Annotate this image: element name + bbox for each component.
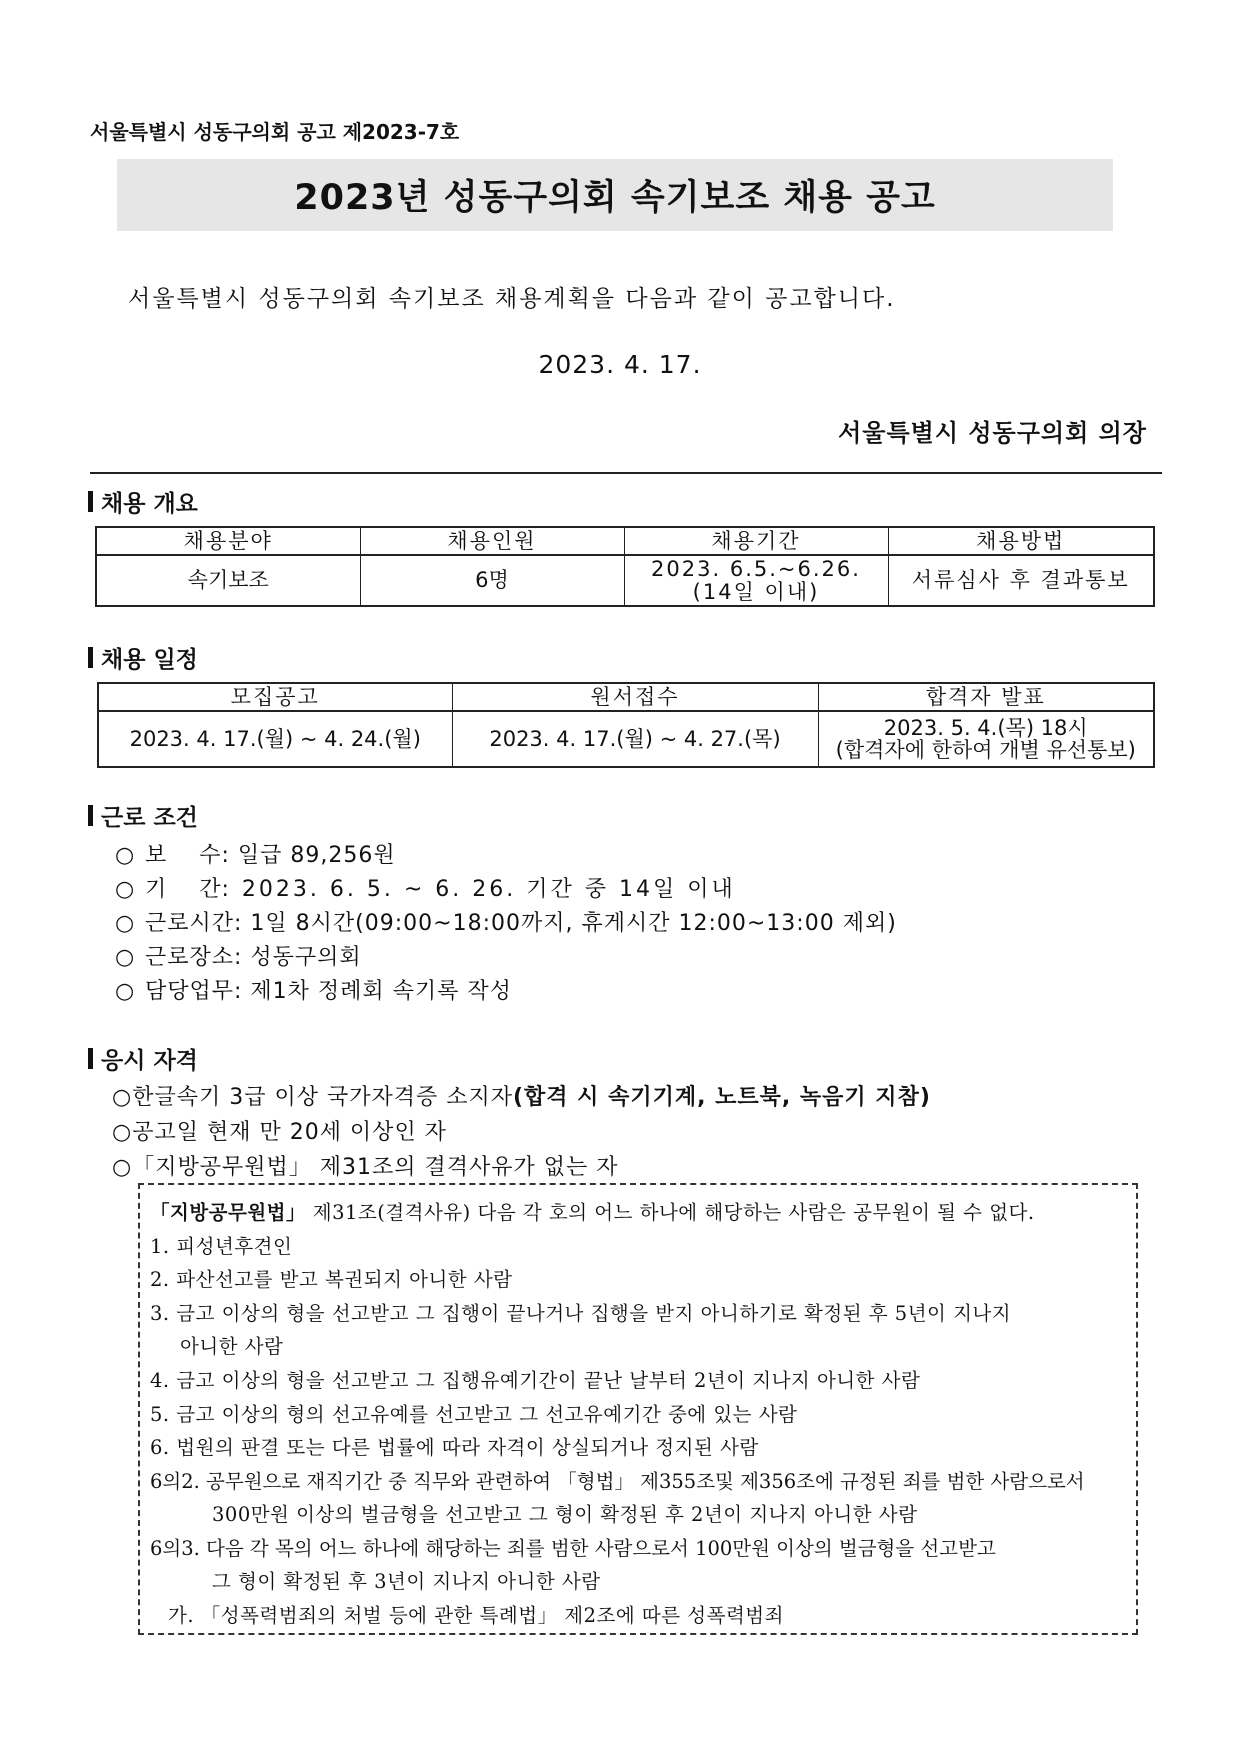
period-range: 2023. 6.5.~6.26.	[651, 557, 861, 582]
qualification-item-age	[112, 1115, 447, 1146]
law-item-cont: 그 형이 확정된 후 3년이 지나지 아니한 사람	[212, 1570, 601, 1593]
section-title: 응시 자격	[101, 1048, 198, 1074]
bullet-circle-icon: ○	[115, 945, 136, 970]
qualification-item-disqualification	[112, 1150, 618, 1181]
table-header-cell: 채용방법	[888, 527, 1154, 555]
condition-label: 기 간	[145, 877, 222, 902]
section-title: 근로 조건	[101, 805, 198, 831]
table-header-cell: 합격자 발표	[818, 683, 1154, 711]
qualification-item-license	[112, 1080, 931, 1111]
bullet-circle-icon: ○	[115, 877, 136, 902]
table-header-cell: 모집공고	[98, 683, 452, 711]
bullet-circle-icon: ○	[115, 911, 136, 936]
table-row	[96, 555, 1154, 606]
section-heading-schedule	[88, 641, 198, 674]
law-item: 4. 금고 이상의 형을 선고받고 그 집행유예기간이 끝난 날부터 2년이 지나지 아니한 사람	[150, 1369, 921, 1392]
condition-value: : 1일 8시간(09:00~18:00까지, 휴게시간 12:00~13:00 제외)	[234, 911, 897, 936]
bullet-circle-icon: ○	[112, 1085, 133, 1110]
section-marker-icon	[88, 491, 93, 512]
section-heading-overview	[88, 485, 198, 518]
section-heading-conditions	[88, 799, 198, 832]
law-intro: 제31조(결격사유) 다음 각 호의 어느 하나에 해당하는 사람은 공무원이 될 수 없다.	[306, 1201, 1035, 1224]
condition-value: : 일급 89,256원	[221, 843, 396, 868]
table-cell: 속기보조	[96, 555, 360, 606]
condition-value: : 제1차 정례회 속기록 작성	[234, 979, 512, 1004]
period-note: (14일 이내)	[692, 579, 820, 604]
law-item-cont: 아니한 사람	[180, 1335, 284, 1358]
section-marker-icon	[88, 647, 93, 668]
table-cell: 서류심사 후 결과통보	[888, 555, 1154, 606]
announce-datetime: 2023. 5. 4.(목) 18시	[883, 715, 1088, 740]
section-title: 채용 일정	[101, 647, 198, 673]
condition-item-period	[115, 872, 736, 903]
condition-label: 보 수	[145, 843, 222, 868]
bullet-circle-icon: ○	[115, 979, 136, 1004]
section-marker-icon	[88, 805, 93, 826]
condition-item-duty	[115, 974, 512, 1005]
law-item: 2. 파산선고를 받고 복권되지 아니한 사람	[150, 1268, 513, 1291]
intro-text: 서울특별시 성동구의회 속기보조 채용계획을 다음과 같이 공고합니다.	[128, 286, 896, 312]
table-cell: 2023. 4. 17.(월) ~ 4. 24.(월)	[98, 711, 452, 767]
table-cell: 6명	[360, 555, 624, 606]
condition-label: 담당업무	[145, 979, 235, 1004]
section-marker-icon	[88, 1048, 93, 1069]
issuer: 서울특별시 성동구의회 의장	[838, 419, 1147, 447]
divider	[90, 472, 1162, 474]
page-title: 2023년 성동구의회 속기보조 채용 공고	[117, 159, 1113, 231]
condition-value: : 성동구의회	[234, 945, 362, 970]
law-item: 1. 피성년후견인	[150, 1235, 293, 1258]
qualification-text: 「지방공무원법」 제31조의 결격사유가 없는 자	[132, 1155, 619, 1180]
table-cell: 2023. 4. 17.(월) ~ 4. 27.(목)	[452, 711, 818, 767]
qualification-text: 한글속기 3급 이상 국가자격증 소지자	[132, 1085, 513, 1110]
table-header-cell: 채용분야	[96, 527, 360, 555]
table-cell-announcement	[818, 711, 1154, 767]
section-title: 채용 개요	[101, 491, 198, 517]
law-subitem: 가. 「성폭력범죄의 처벌 등에 관한 특례법」 제2조에 따른 성폭력범죄	[168, 1604, 784, 1627]
law-item: 6의2. 공무원으로 재직기간 중 직무와 관련하여 「형법」 제355조및 제356조에 규정된 죄를 범한 사람으로서	[150, 1470, 1085, 1493]
law-item: 3. 금고 이상의 형을 선고받고 그 집행이 끝나거나 집행을 받지 아니하기로 확정된 후 5년이 지나지	[150, 1302, 1012, 1325]
law-item: 6의3. 다음 각 목의 어느 하나에 해당하는 죄를 범한 사람으로서 100만원 이상의 벌금형을 선고받고	[150, 1537, 996, 1560]
condition-value: : 2023. 6. 5. ~ 6. 26. 기간 중 14일 이내	[221, 877, 736, 902]
bullet-circle-icon: ○	[112, 1120, 133, 1145]
announce-note: (합격자에 한하여 개별 유선통보)	[835, 738, 1136, 762]
overview-table	[95, 526, 1155, 607]
table-cell-period	[624, 555, 888, 606]
bullet-circle-icon: ○	[115, 843, 136, 868]
section-heading-qualifications	[88, 1042, 198, 1075]
law-item: 6. 법원의 판결 또는 다른 법률에 따라 자격이 상실되거나 정지된 사람	[150, 1436, 759, 1459]
notice-number: 서울특별시 성동구의회 공고 제2023-7호	[90, 120, 460, 144]
qualification-note: (합격 시 속기기계, 노트북, 녹음기 지참)	[512, 1085, 931, 1110]
law-name: 「지방공무원법」	[150, 1201, 307, 1224]
table-header-row	[98, 683, 1154, 711]
law-item-cont: 300만원 이상의 벌금형을 선고받고 그 형이 확정된 후 2년이 지나지 아니한 사람	[212, 1503, 918, 1526]
table-row	[98, 711, 1154, 767]
condition-item-pay	[115, 838, 396, 869]
law-item: 5. 금고 이상의 형의 선고유예를 선고받고 그 선고유예기간 중에 있는 사람	[150, 1403, 798, 1426]
law-title	[150, 1197, 1035, 1225]
condition-item-hours	[115, 906, 897, 937]
condition-label: 근로시간	[145, 911, 235, 936]
condition-item-location	[115, 940, 362, 971]
table-header-row	[96, 527, 1154, 555]
condition-label: 근로장소	[145, 945, 235, 970]
table-header-cell: 채용인원	[360, 527, 624, 555]
schedule-table	[97, 682, 1155, 768]
table-header-cell: 채용기간	[624, 527, 888, 555]
announcement-date: 2023. 4. 17.	[538, 350, 702, 379]
qualification-text: 공고일 현재 만 20세 이상인 자	[132, 1120, 447, 1145]
table-header-cell: 원서접수	[452, 683, 818, 711]
bullet-circle-icon: ○	[112, 1155, 133, 1180]
